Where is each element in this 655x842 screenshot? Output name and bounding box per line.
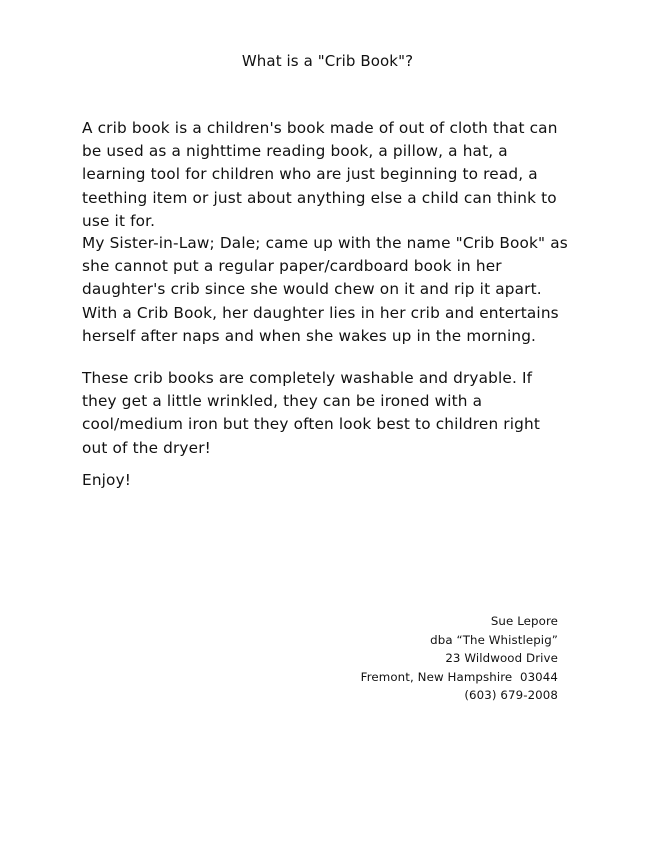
signature-business: dba “The Whistlepig” [430, 632, 558, 647]
signature-street: 23 Wildwood Drive [445, 651, 558, 666]
paragraph-definition: A crib book is a children's book made of out of cloth that can be used as a nighttime reading book, a pillow, a hat, a learning tool for children who are just beginning to read, a teething item or just about anything else a child can think to use it for. [82, 119, 558, 230]
signature-block [361, 612, 558, 705]
page-title: What is a "Crib Book"? [241, 52, 414, 70]
signature-city: Fremont, New Hampshire 03044 [360, 669, 558, 684]
signature-name: Sue Lepore [490, 614, 558, 628]
paragraph-closing: Enjoy! [82, 471, 132, 489]
paragraph-care: These crib books are completely washable and dryable. If they get a little wrinkled, they can be ironed with a cool/medium iron but they often look best to children right out of the dryer! [82, 369, 540, 457]
signature-phone: (603) 679-2008 [464, 688, 558, 703]
paragraph-origin: My Sister-in-Law; Dale; came up with the name "Crib Book" as she cannot put a regular paper/cardboard book in her daughter's crib since she would chew on it and rip it apart. With a Crib Book, her daughter lies in her crib and entertains herself after naps and when she wakes up in the morning. [82, 234, 568, 345]
